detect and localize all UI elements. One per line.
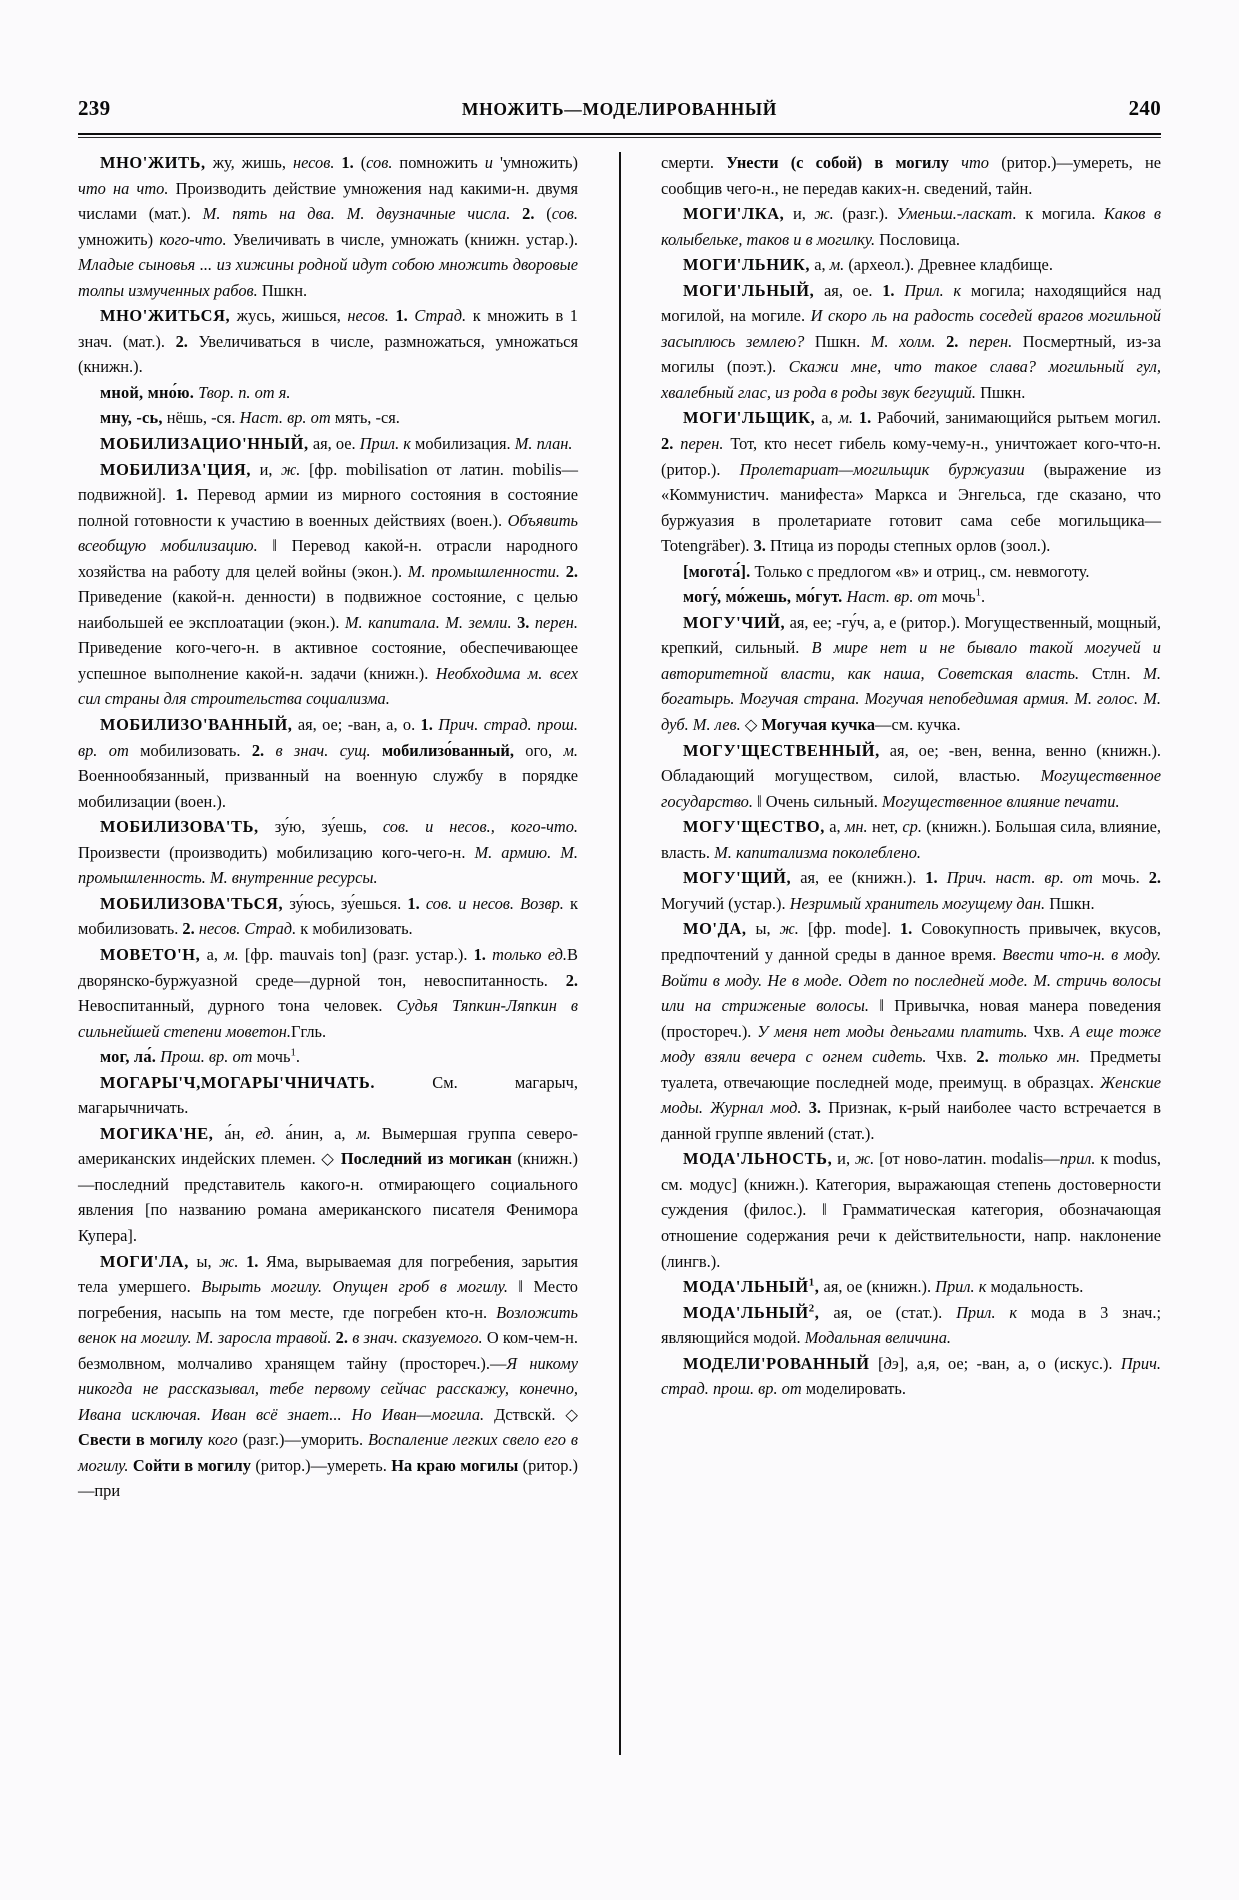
entry-headword: МОГАРЫ'Ч,МОГАРЫ'ЧНИЧАТЬ. <box>100 1072 376 1092</box>
dictionary-entry <box>661 150 1161 201</box>
entry-body: а, м. [фр. mauvais ton] (разг. устар.). 1. только ед.В дворянско-буржуазной среде—дурной тон, невоспитанность. 2. Невоспитанный, дурного тона человек. Судья Тяпкин-Ляпкин в сильнейшей степени моветон.Ггль. <box>78 944 578 1041</box>
dictionary-entry <box>661 738 1161 815</box>
entry-body: зу́юсь, зу́ешься. 1. сов. и несов. Возвр. к мобилизовать. 2. несов. Страд. к мобилизовать. <box>78 893 578 939</box>
entry-body: См. магарыч, магарычничать. <box>78 1072 578 1118</box>
entry-body: ая, ее (книжн.). 1. Прич. наст. вр. от мочь. 2. Могучий (устар.). Незримый хранитель могущему дан. Пшкн. <box>661 868 1161 913</box>
dictionary-entry <box>78 942 578 1044</box>
folio-left: 239 <box>78 96 111 120</box>
running-head: МНОЖИТЬ—МОДЕЛИРОВАННЫЙ <box>461 99 778 119</box>
dictionary-entry <box>661 1146 1161 1274</box>
left-column <box>78 150 578 1850</box>
entry-headword: МОДА'ЛЬНОСТЬ, <box>683 1149 833 1169</box>
entry-headword: МОГИ'ЛКА, <box>683 204 785 224</box>
entry-headword: МОВЕТО'Н, <box>100 944 201 964</box>
dictionary-entry <box>661 278 1161 406</box>
entry-headword: могу́, мо́жешь, мо́гут. <box>683 587 843 607</box>
entry-headword: МОБИЛИЗАЦИО'ННЫЙ, <box>100 434 309 454</box>
entry-body: ая, ое. 1. Прил. к могила; находящийся над могилой, на могиле. И скоро ль на радость соседей врагов могильной засыплюсь землею? Пшкн. М. холм. 2. перен. Посмертный, из-за могилы (поэт.). Скажи мне, что такое слава? могильный гул, хвалебный глас, из рода в роды звук бегущий. Пшкн. <box>661 280 1162 402</box>
entry-headword: мной, мно́ю. <box>100 382 195 402</box>
header-rule-thin <box>78 137 1161 138</box>
entry-headword: МОГИ'ЛА, <box>100 1251 189 1271</box>
dictionary-entry <box>78 380 578 406</box>
entry-body: ая, ое (книжн.). Прил. к модальность. <box>823 1277 1084 1297</box>
entry-body: ая, ое; -ван, а, о. 1. Прич. страд. прош. вр. от мобилизовать. 2. в знач. сущ. мобилизо́ванный, ого, м. Военнообязанный, призванный на военную службу в порядке мобилизации (воен.). <box>78 715 579 811</box>
page-header <box>78 96 1161 126</box>
dictionary-entry <box>78 1121 578 1249</box>
entry-headword: МОГУ'ЩИЙ, <box>683 868 792 888</box>
header-rule <box>78 133 1161 138</box>
dictionary-entry <box>78 891 578 942</box>
entry-body: Только с предлогом «в» и отриц., см. невмоготу. <box>754 561 1090 581</box>
entry-headword: мну, -сь, <box>100 408 163 428</box>
entry-body: и, ж. [фр. mobilisation от латин. mobilis—подвижной]. 1. Перевод армии из мирного состояния в состояние полной готовности к участию в военных действиях (воен.). Объявить всеобщую мобилизацию. ‖ Перевод какой-н. отрасли народного хозяйства на работу для целей войны (экон.). М. промышленности. 2. Приведение (какой-н. денности) в подвижное состояние, с целью наибольшей ее эксплоатации (экон.). М. капитала. М. земли. 3. перен. Приведение кого-чего-н. в активное состояние, обеспечивающее успешное выполнение какой-н. задачи (книжн.). Необходима м. всех сил страны для строительства социализма. <box>78 459 579 709</box>
entry-body: ы, ж. [фр. mode]. 1. Совокупность привычек, вкусов, предпочтений у данной среды в данное время. Ввести что-н. в моду. Войти в моду. Не в моде. Одет по последней моде. М. стричь волосы или на стриженые волосы. ‖ Привычка, новая манера поведения (простореч.). У меня нет моды деньгами платить. Чхв. А еще тоже моду взяли вечера с огнем сидеть. Чхв. 2. только мн. Предметы туалета, отвечающие последней моде, преимущ. в образцах. Женские моды. Журнал мод. 3. Признак, к-рый наиболее часто встречается в данной группе явлений (стат.). <box>661 919 1161 1143</box>
dictionary-entry <box>661 1300 1161 1351</box>
dictionary-entry <box>78 405 578 431</box>
dictionary-entry <box>78 150 578 303</box>
entry-headword: МОДЕЛИ'РОВАННЫЙ <box>683 1353 870 1373</box>
entry-body: ая, ое; -вен, венна, венно (книжн.). Обладающий могуществом, силой, властью. Могущественное государство. ‖ Очень сильный. Могущественное влияние печати. <box>661 740 1161 811</box>
dictionary-entry <box>661 252 1161 278</box>
entry-headword: МНО'ЖИТЬСЯ, <box>100 306 231 326</box>
entry-headword: МОГУ'ЩЕСТВЕННЫЙ, <box>683 740 880 760</box>
dictionary-entry <box>661 610 1161 738</box>
dictionary-entry <box>661 865 1161 916</box>
entry-headword: МОБИЛИЗОВА'ТЬ, <box>100 817 259 837</box>
dictionary-entry <box>78 457 578 712</box>
entry-body: а, мн. нет, ср. (книжн.). Большая сила, влияние, власть. М. капитализма поколеблено. <box>661 817 1161 862</box>
entry-headword: МОГУ'ЩЕСТВО, <box>683 817 825 837</box>
entry-body: зу́ю, зу́ешь, сов. и несов., кого-что. Произвести (производить) мобилизацию кого-чего-н. М. армию. М. промышленность. М. внутренние ресурсы. <box>78 817 578 888</box>
entry-headword: МОГИ'ЛЬНИК, <box>683 255 811 275</box>
dictionary-entry <box>78 1044 578 1070</box>
dictionary-entry <box>661 1274 1161 1300</box>
entry-body: Прош. вр. от мочь$^1$. <box>160 1046 300 1067</box>
dictionary-entry <box>661 584 1161 610</box>
dictionary-entry <box>661 814 1161 865</box>
entry-body: жу, жишь, несов. 1. (сов. помножить и 'умножить) что на что. Производить действие умножения над какими-н. двумя числами (мат.). М. пять на два. М. двузначные числа. 2. (сов. умножить) кого-что. Увеличивать в числе, умножать (книжн. устар.). Младые сыновья ... из хижины родной идут собою множить дворовые толпы измученных рабов. Пшкн. <box>78 153 578 300</box>
entry-body: [дэ], а,я, ое; -ван, а, о (искус.). Прич. страд. прош. вр. от моделировать. <box>661 1353 1161 1399</box>
dictionary-entry <box>78 814 578 891</box>
entry-body: и, ж. [от ново-латин. modalis—прил. к modus, см. модус] (книжн.). Категория, выражающая степень достоверности суждения (филос.). ‖ Грамматическая категория, обозначающая отношение содержания речи к действительности, напр. наклонение (лингв.). <box>661 1149 1161 1271</box>
entry-headword: МО'ДА, <box>683 919 747 939</box>
entry-headword: МОДА'ЛЬНЫЙ$^1$, <box>683 1276 820 1297</box>
dictionary-entry <box>661 201 1161 252</box>
entry-headword: мог, ла́. <box>100 1047 157 1067</box>
dictionary-entry <box>78 431 578 457</box>
entry-headword: МОДА'ЛЬНЫЙ$^2$, <box>683 1302 820 1322</box>
entry-body: жусь, жишься, несов. 1. Страд. к множить в 1 знач. (мат.). 2. Увеличиваться в числе, размножаться, умножаться (книжн.). <box>78 306 578 377</box>
entry-headword: МОГИ'ЛЬНЫЙ, <box>683 280 815 300</box>
dictionary-entry <box>661 916 1161 1146</box>
entry-body: ая, ое. Прил. к мобилизация. М. план. <box>312 434 573 454</box>
entry-body: Твор. п. от я. <box>198 382 291 402</box>
entry-body: смерти. Унести (с собой) в могилу что (ритор.)—умереть, не сообщив чего-н., не передав каких-н. сведений, тайн. <box>661 153 1161 198</box>
dictionary-entry <box>661 559 1161 585</box>
dictionary-entry <box>661 405 1161 558</box>
entry-body: ая, ее; -гу́ч, а, е (ритор.). Могущественный, мощный, крепкий, сильный. В мире нет и не бывало такой могучей и авторитетной власти, как наша, Советская власть. Стлн. М. богатырь. Могучая страна. Могучая непобедимая армия. М. голос. М. дуб. М. лев. ◇ Могучая кучка—см. кучка. <box>661 612 1162 735</box>
dictionary-entry <box>78 1249 578 1504</box>
dictionary-entry <box>661 1351 1161 1402</box>
dictionary-entry <box>78 712 578 814</box>
entry-body: Наст. вр. от мочь$^1$. <box>846 586 986 607</box>
dictionary-entry <box>78 1070 578 1121</box>
entry-headword: МОГИКА'НЕ, <box>100 1123 214 1143</box>
entry-headword: МОБИЛИЗА'ЦИЯ, <box>100 459 252 479</box>
right-column <box>661 150 1161 1850</box>
dictionary-entry <box>78 303 578 380</box>
entry-body: нёшь, -ся. Наст. вр. от мять, -ся. <box>166 408 400 428</box>
entry-headword: МОБИЛИЗОВА'ТЬСЯ, <box>100 893 284 913</box>
entry-body: а, м. 1. Рабочий, занимающийся рытьем могил. 2. перен. Тот, кто несет гибель кому-чему-н., уничтожает кого-что-н. (ритор.). Пролетариат—могильщик буржуазии (выражение из «Коммунистич. манифеста» Маркса и Энгельса, где сказано, что буржуазия в пролетариате готовит сама себе могильщика—Totengräber). 3. Птица из породы степных орлов (зоол.). <box>661 408 1161 556</box>
entry-body: а́н, ед. а́нин, а, м. Вымершая группа северо-американских индейских племен. ◇ Последний из могикан (книжн.)—последний представитель какого-н. отмирающего социального явления [по названию романа американского писателя Фенимора Купера]. <box>78 1123 578 1245</box>
entry-body: ы, ж. 1. Яма, вырываемая для погребения, зарытия тела умершего. Вырыть могилу. Опущен гроб в могилу. ‖ Место погребения, насыпь на том месте, где погребен кто-н. Возложить венок на могилу. М. заросла травой. 2. в знач. сказуемого. О ком-чем-н. безмолвном, молчаливо хранящем тайну (простореч.).—Я никому никогда не рассказывал, тебе первому сейчас расскажу, конечно, Ивана исключая. Иван всё знает... Но Иван—могила. Дствскй. ◇ Свести в могилу кого (разг.)—уморить. Воспаление легких свело его в могилу. Сойти в могилу (ритор.)—умереть. На краю могилы (ритор.)—при <box>78 1251 579 1501</box>
column-container <box>78 150 1161 1850</box>
entry-headword: МОБИЛИЗО'ВАННЫЙ, <box>100 715 293 735</box>
entry-body: и, ж. (разг.). Уменьш.-ласкат. к могила. Каков в колыбельке, таков и в могилку. Пословица. <box>661 204 1162 249</box>
entry-headword: [могота́]. <box>683 561 751 581</box>
entry-body: ая, ое (стат.). Прил. к мода в 3 знач.; являющийся модой. Модальная величина. <box>661 1302 1161 1348</box>
header-rule-thick <box>78 133 1161 135</box>
entry-body: а, м. (археол.). Древнее кладбище. <box>814 255 1053 275</box>
entry-headword: МОГУ'ЧИЙ, <box>683 612 786 632</box>
entry-headword: МНО'ЖИТЬ, <box>100 153 206 172</box>
column-divider <box>578 150 661 1850</box>
folio-right: 240 <box>1128 96 1161 120</box>
entry-headword: МОГИ'ЛЬЩИК, <box>683 408 816 428</box>
